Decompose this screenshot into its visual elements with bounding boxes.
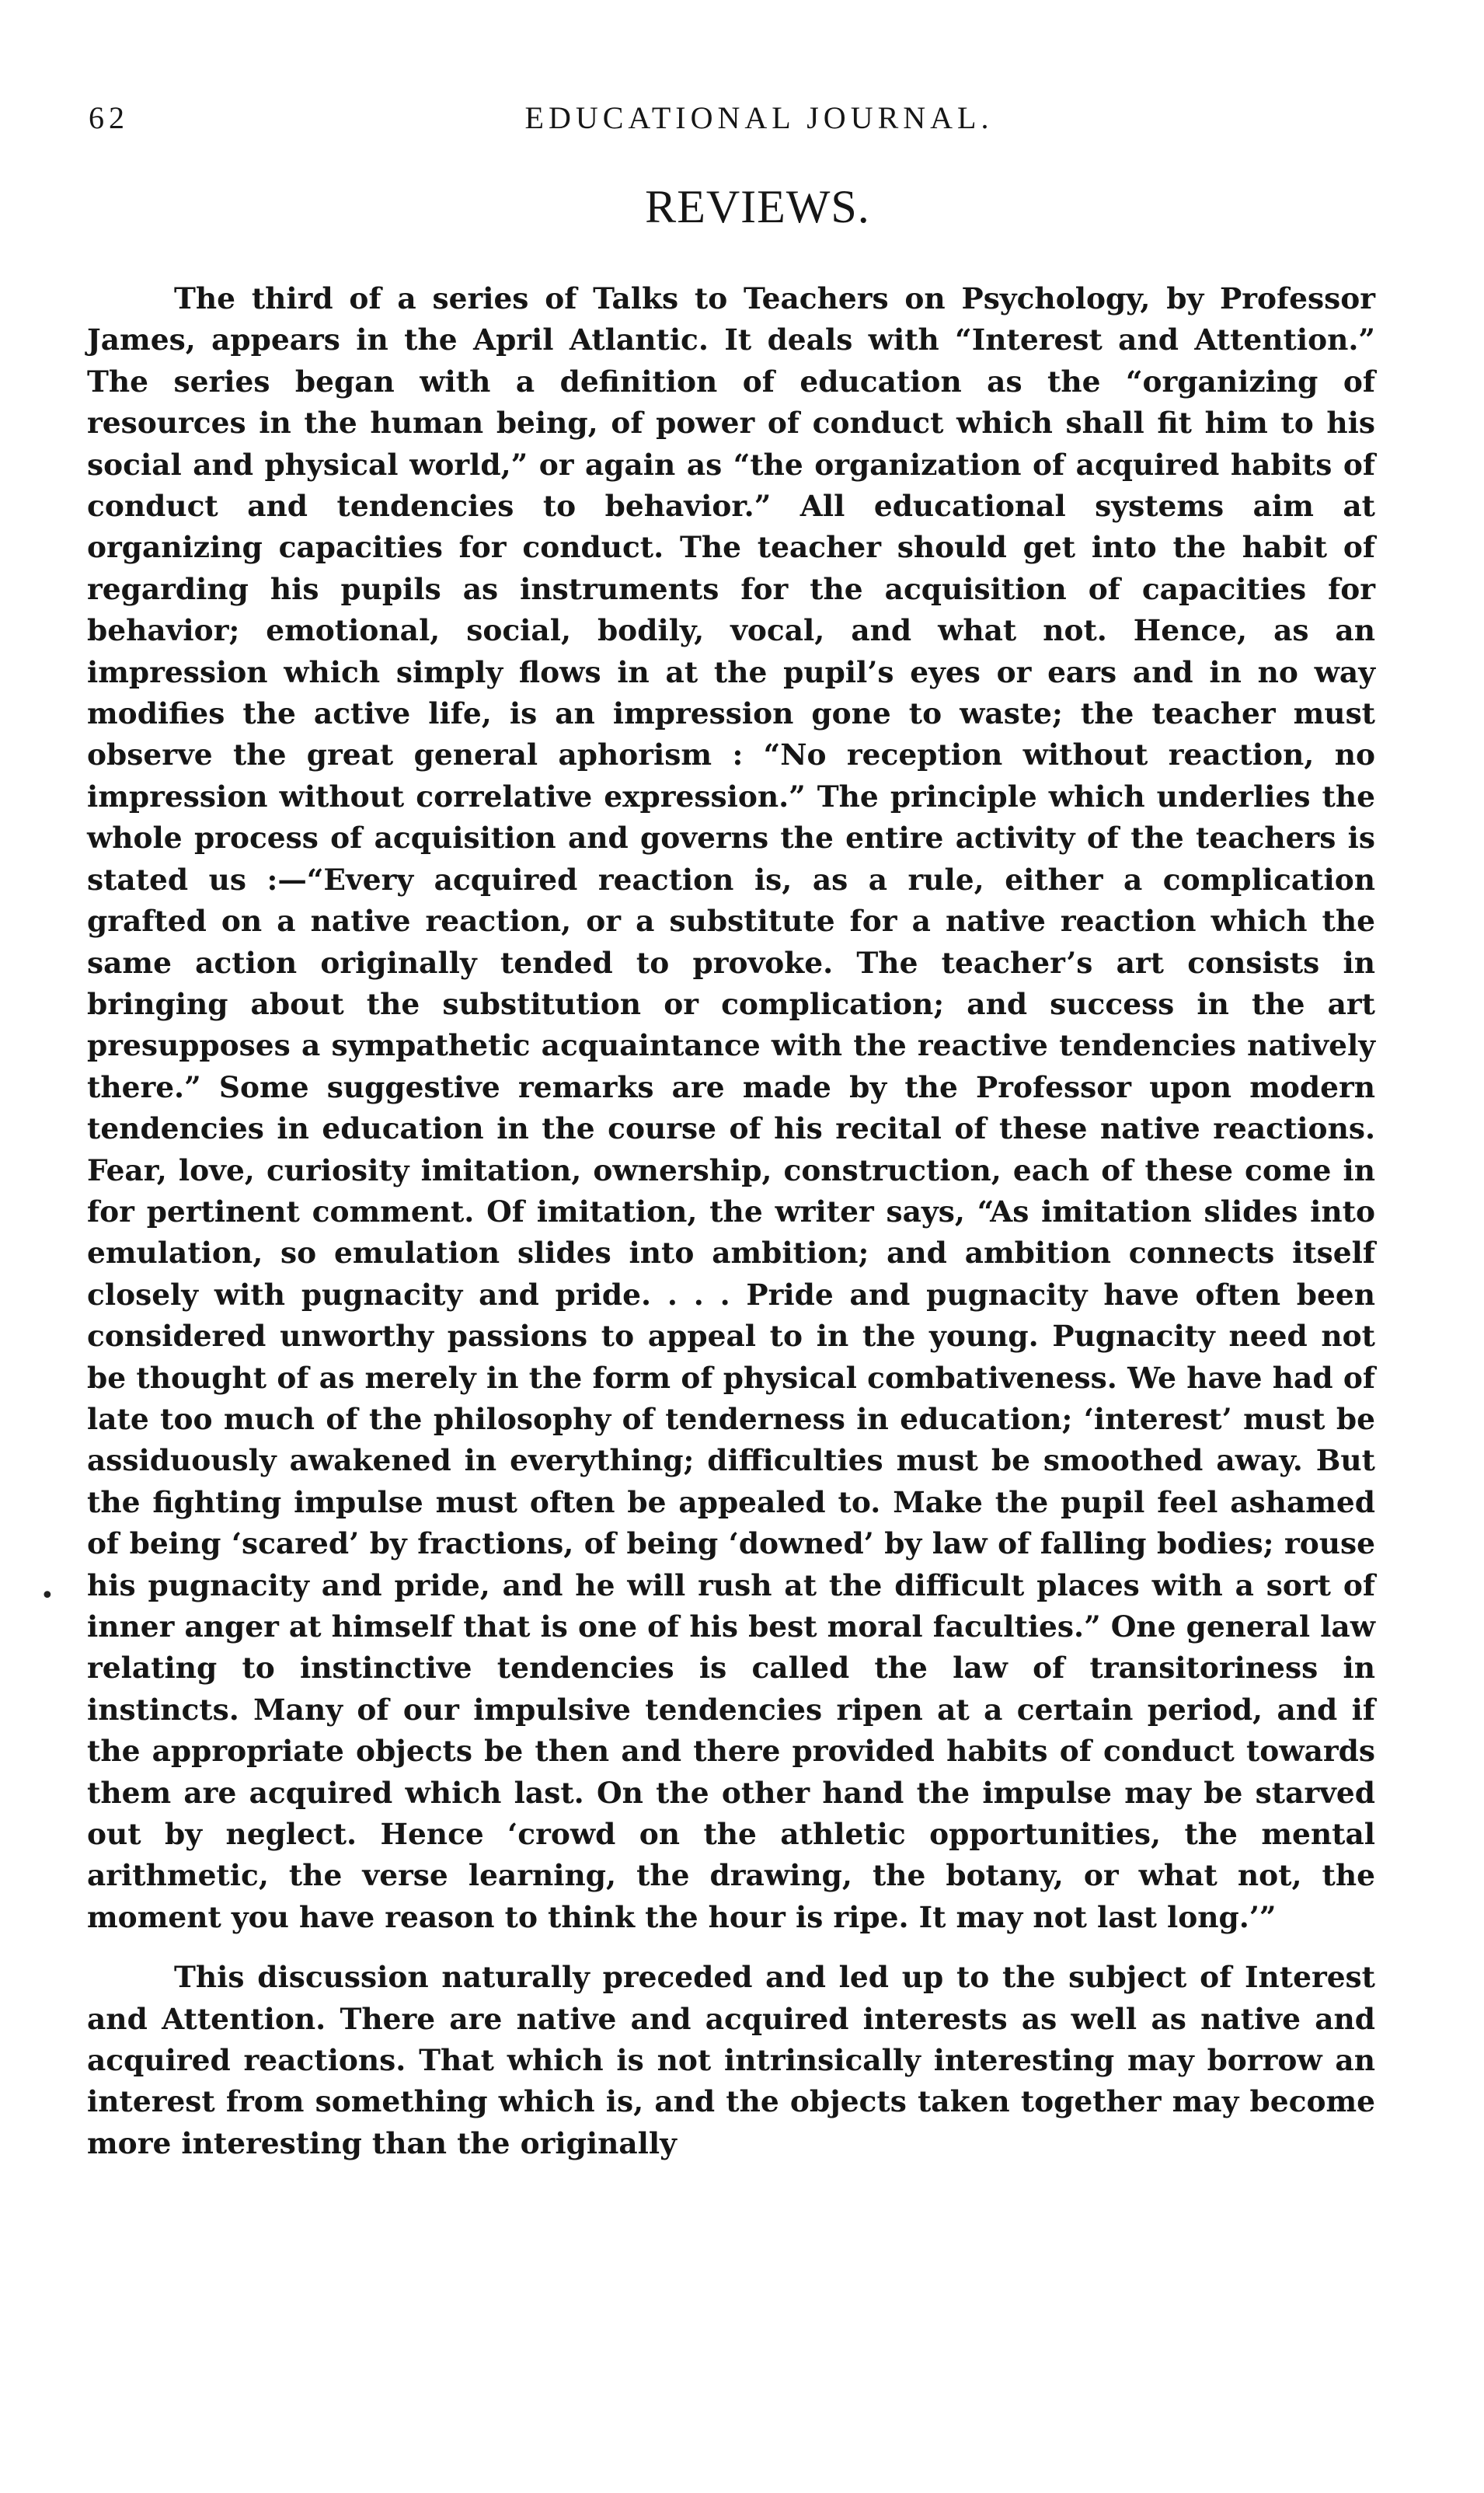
paragraph-interest-and-attention: This discussion naturally preceded and led up to the subject of Interest and Attention. There are native and acquired interests as well as native and acquired reactions. That which is not intrinsically interesting may borrow an interest from something which is, and the objects taken together may become more interesting than the originally	[87, 1960, 1375, 2160]
article-body	[87, 278, 1375, 2164]
running-title: EDUCATIONAL JOURNAL.	[524, 100, 994, 135]
page-number: 62	[89, 100, 129, 135]
page-header	[89, 99, 1383, 143]
section-title: REVIEWS.	[645, 181, 870, 232]
margin-bullet-mark: •	[40, 1582, 54, 1609]
paragraph-talks-to-teachers: The third of a series of Talks to Teachers on Psychology, by Professor James, appears in the April Atlantic. It deals with “Interest and Attention.” The series began with a definition of education as the “organizing of resources in the human being, of power of conduct which shall fit him to his social and physical world,” or again as “the organization of acquired habits of conduct and tendencies to behavior.” All educational systems aim at organizing capacities for conduct. The teacher should get into the habit of regarding his pupils as instruments for the acquisition of capacities for behavior; emotional, social, bodily, vocal, and what not. Hence, as an impression which simply flows in at the pupil’s eyes or ears and in no way modifies the active life, is an impression gone to waste; the teacher must observe the great general aphorism : “No reception without reaction, no impression without correlative expression.” The principle which underlies the whole process of acquisition and governs the entire activity of the teachers is stated us :—“Every acquired reaction is, as a rule, either a complication grafted on a native reaction, or a substitute for a native reaction which the same action originally tended to provoke. The teacher’s art consists in bringing about the substitution or complication; and success in the art presupposes a sympathetic acquaintance with the reactive tendencies natively there.” Some suggestive remarks are made by the Professor upon modern tendencies in education in the course of his recital of these native reactions. Fear, love, curiosity imitation, ownership, construction, each of these come in for pertinent comment. Of imitation, the writer says, “As imitation slides into emulation, so emulation slides into ambition; and ambition connects itself closely with pugnacity and pride. . . . Pride and pugnacity have often been considered unworthy passions to appeal to in the young. Pugnacity need not be thought of as merely in the form of physical combativeness. We have had of late too much of the philosophy of tenderness in education; ‘interest’ must be assiduously awakened in everything; difficulties must be smoothed away. But the fighting impulse must often be appealed to. Make the pupil feel ashamed of being ‘scared’ by fractions, of being ‘downed’ by law of falling bodies; rouse his pugnacity and pride, and he will rush at the difficult places with a sort of inner anger at himself that is one of his best moral faculties.” One general law relating to instinctive tendencies is called the law of transitoriness in instincts. Many of our impulsive tendencies ripen at a certain period, and if the appropriate objects be then and there provided habits of conduct towards them are acquired which last. On the other hand the impulse may be starved out by neglect. Hence ‘crowd on the athletic opportunities, the mental arithmetic, the verse learning, the drawing, the botany, or what not, the moment you have reason to think the hour is ripe. It may not last long.’”	[87, 281, 1375, 1934]
